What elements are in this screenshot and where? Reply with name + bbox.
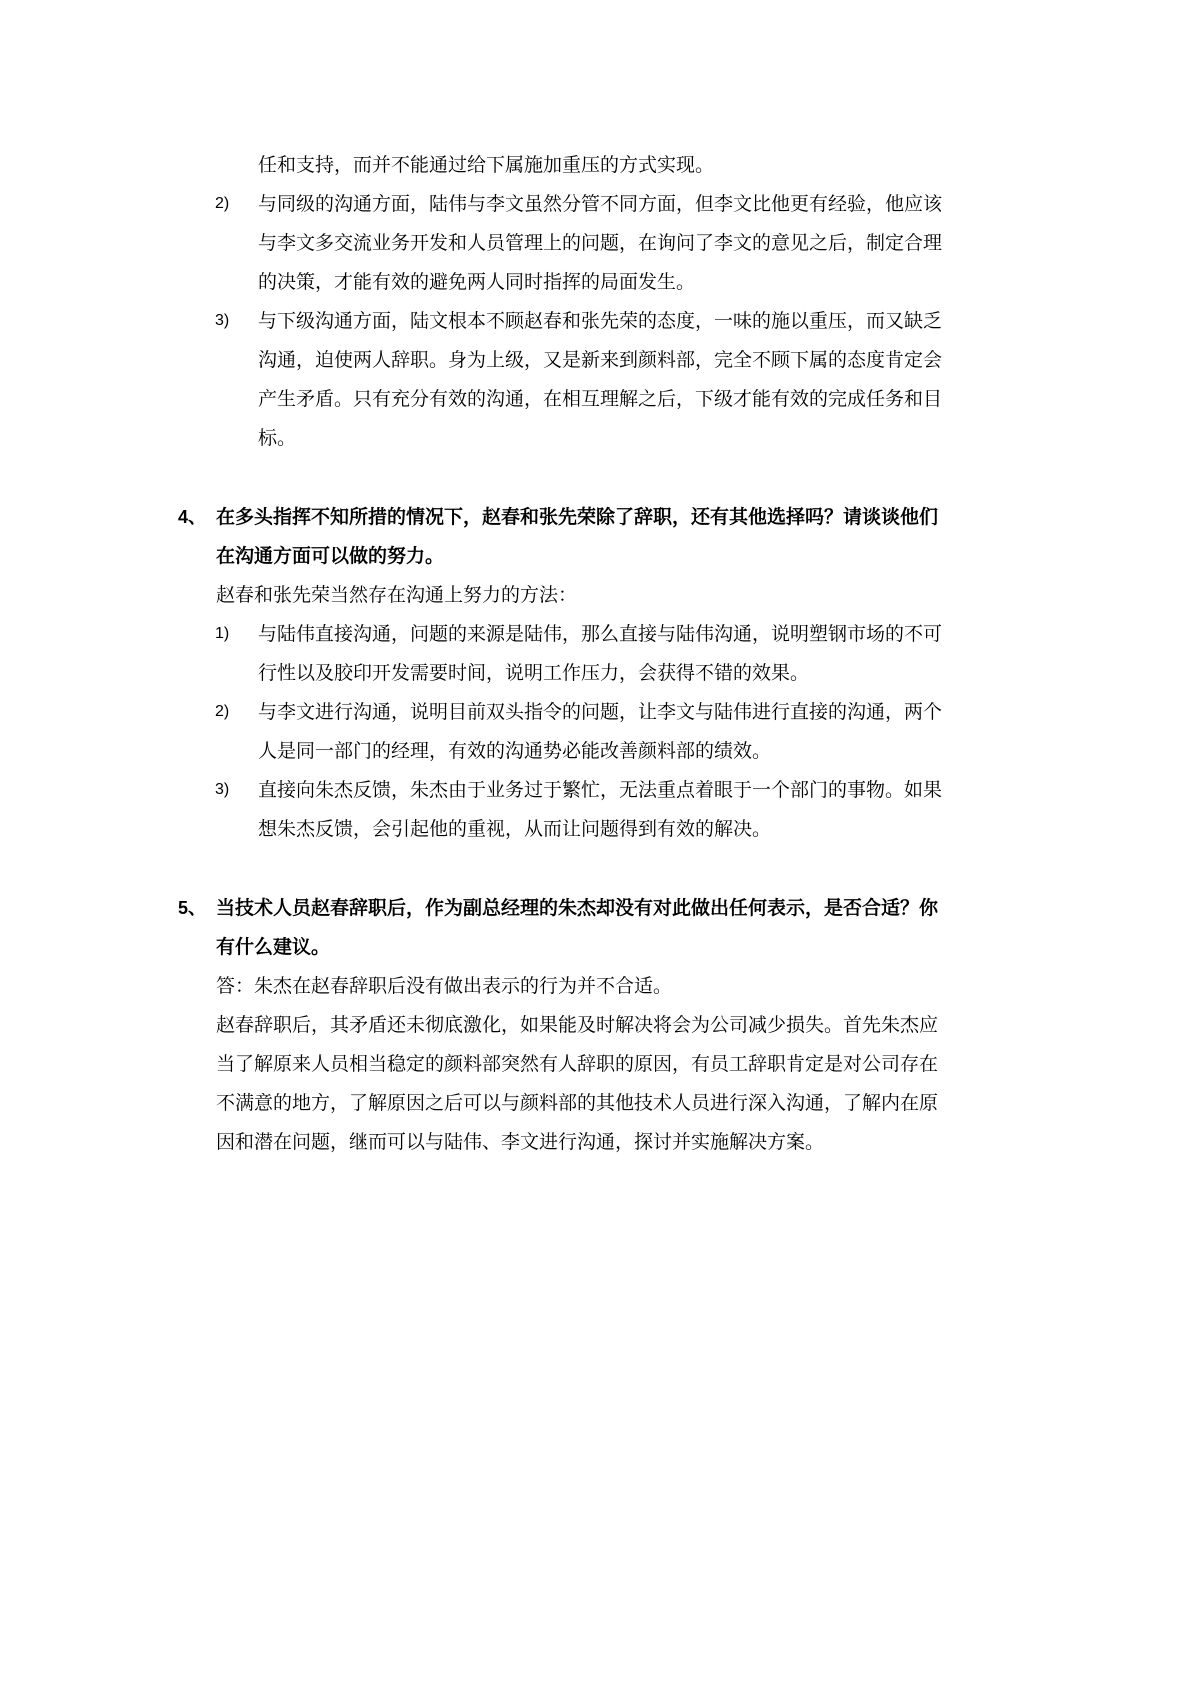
list-item-line: 产生矛盾。只有充分有效的沟通，在相互理解之后，下级才能有效的完成任务和目 bbox=[258, 388, 943, 410]
list-item-line: 标。 bbox=[258, 427, 297, 449]
list-item-line: 沟通，迫使两人辞职。身为上级，又是新来到颜料部，完全不顾下属的态度肯定会 bbox=[258, 349, 943, 371]
list-number: 3) bbox=[215, 312, 230, 329]
list-item-line: 直接向朱杰反馈，朱杰由于业务过于繁忙，无法重点着眼于一个部门的事物。如果 bbox=[258, 779, 943, 801]
list-item-line: 想朱杰反馈，会引起他的重视，从而让问题得到有效的解决。 bbox=[258, 818, 772, 840]
paragraph-line: 赵春辞职后，其矛盾还未彻底激化，如果能及时解决将会为公司减少损失。首先朱杰应 bbox=[216, 1014, 939, 1036]
question-number: 5、 bbox=[178, 898, 207, 918]
question-heading: 在多头指挥不知所措的情况下，赵春和张先荣除了辞职，还有其他选择吗？请谈谈他们 bbox=[216, 506, 939, 528]
list-item-line: 与李文进行沟通，说明目前双头指令的问题，让李文与陆伟进行直接的沟通，两个 bbox=[258, 701, 943, 723]
list-item-line: 与同级的沟通方面，陆伟与李文虽然分管不同方面，但李文比他更有经验，他应该 bbox=[258, 193, 943, 215]
list-number: 2) bbox=[215, 703, 230, 720]
list-item-line: 与陆伟直接沟通，问题的来源是陆伟，那么直接与陆伟沟通，说明塑钢市场的不可 bbox=[258, 623, 943, 645]
paragraph-line: 任和支持，而并不能通过给下属施加重压的方式实现。 bbox=[258, 154, 715, 176]
paragraph-line: 因和潜在问题，继而可以与陆伟、李文进行沟通，探讨并实施解决方案。 bbox=[216, 1131, 825, 1153]
list-item-line: 人是同一部门的经理，有效的沟通势必能改善颜料部的绩效。 bbox=[258, 740, 772, 762]
list-number: 3) bbox=[215, 781, 230, 798]
paragraph-line: 不满意的地方，了解原因之后可以与颜料部的其他技术人员进行深入沟通，了解内在原 bbox=[216, 1092, 939, 1114]
list-item-line: 的决策，才能有效的避免两人同时指挥的局面发生。 bbox=[258, 271, 696, 293]
question-heading: 当技术人员赵春辞职后，作为副总经理的朱杰却没有对此做出任何表示，是否合适？你 bbox=[216, 897, 939, 919]
paragraph-line: 当了解原来人员相当稳定的颜料部突然有人辞职的原因，有员工辞职肯定是对公司存在 bbox=[216, 1053, 939, 1075]
paragraph-line: 赵春和张先荣当然存在沟通上努力的方法： bbox=[216, 584, 578, 606]
question-heading: 在沟通方面可以做的努力。 bbox=[216, 545, 445, 567]
question-heading: 有什么建议。 bbox=[216, 936, 331, 958]
answer-line: 答：朱杰在赵春辞职后没有做出表示的行为并不合适。 bbox=[216, 975, 673, 997]
list-number: 1) bbox=[215, 625, 230, 642]
list-number: 2) bbox=[215, 195, 230, 212]
question-number: 4、 bbox=[178, 507, 207, 527]
list-item-line: 与下级沟通方面，陆文根本不顾赵春和张先荣的态度，一味的施以重压，而又缺乏 bbox=[258, 310, 943, 332]
list-item-line: 与李文多交流业务开发和人员管理上的问题，在询问了李文的意见之后，制定合理 bbox=[258, 232, 943, 254]
list-item-line: 行性以及胶印开发需要时间，说明工作压力，会获得不错的效果。 bbox=[258, 662, 810, 684]
